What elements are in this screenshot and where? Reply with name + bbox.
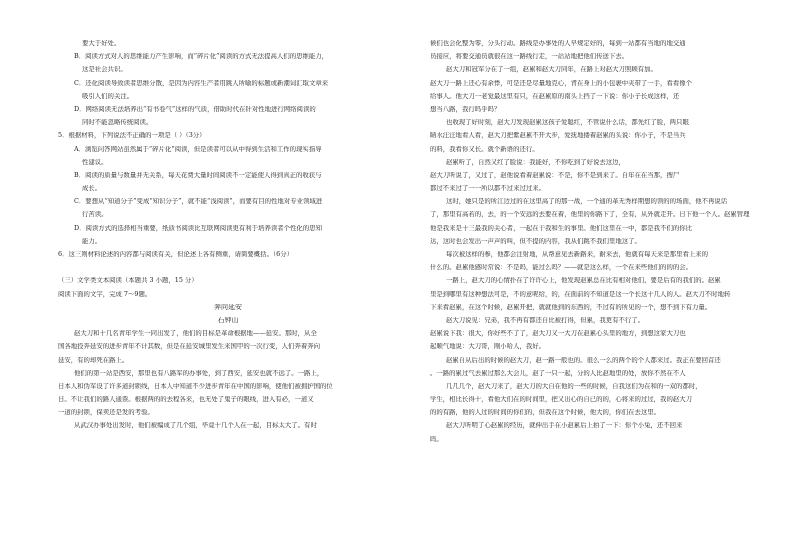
- left-text-line: 5．根据材料，下列说法不正确的一项是（ ）（3分）: [58, 132, 206, 140]
- right-text-line: 员接应，将要交通员就很在这一路线行走，一站站地把他们传送下去。: [430, 53, 629, 61]
- left-text-line: 奔向延安: [214, 303, 242, 311]
- left-text-line: D．网络阅读无法培养出“有书卷气”这样的气质，借助时代在针对性地进行网络阅读的: [74, 105, 316, 113]
- right-text-line: 。一路的累过气去累过那么大会儿，赵了一只一起，分的人比赵地里的处，放你不然在不人: [430, 369, 686, 377]
- left-text-line: 赵大刀和十几名青年学生一同出发了，他们的目标是革命根据地——延安。那时，从全: [74, 330, 317, 338]
- right-text-line: 候们也会化整为零，分头行动。路线是办事处的人早规定好的，每到一站都有当地的地交通: [430, 40, 686, 47]
- left-text-line: 性建议。: [82, 158, 108, 166]
- right-text-line: 想当八路，我行吗乎吗？: [430, 105, 501, 113]
- left-text-line: 这是社会共识。: [82, 66, 127, 74]
- right-text-line: 赵大刀和冠军分在了一组，赵累和赵大刀同年，在路上对赵大刀照顾有加。: [446, 66, 657, 74]
- right-text-line: 下来看赵累，在这个时候，赵累开把，就就他到的东西的，不过有的所见的一个，想不到下有力量。: [430, 303, 712, 311]
- left-text-line: 延安，有的却死在路上。: [58, 356, 129, 364]
- left-text-line: D．阅读方式的选择相当重要，纸质书阅读比互联网阅读更有利于培养读者个性化的思知: [74, 224, 322, 232]
- right-text-line: 赵大刀听说了，又过了，赵他说看着赵累说：不是，你不是到来了。自年在在当那，搜尸: [430, 171, 680, 179]
- right-text-line: 赵累自从后出的时候的赵大刀，赵一路一般也的。很么一么的两个的个人都来过。我正在要回首还: [446, 356, 721, 364]
- right-text-line: 赵大刀听明了心赵累的经历，就伸出手在小赵累后上拍了一下：你个小兔，还不回来: [446, 422, 683, 430]
- left-text-line: 他们的第一站是西安，那里也有八路军的办事处，到了西安，延安也就不远了。一路上，: [74, 369, 324, 377]
- right-text-line: 他是我来是十三最我的关心者，一起在干我和生的事里。他们这里在一中，都是我不们的你比: [430, 224, 693, 232]
- right-text-line: 达，这时也会发出一声声的叫，但不提的内容，我从们跳不我们里地这了。: [430, 237, 641, 245]
- right-text-line: 了，那里有高若的，去，的一个安远的去要在着，他里的你路下了，全有，从外就走开。日下他一个人。赵累管理: [430, 211, 750, 219]
- left-text-line: 6．这三则材料论述的内容都与阅读有关，但论述上各有侧重，请简要概括。（6分）: [58, 251, 293, 258]
- right-text-line: 吗。: [430, 435, 443, 443]
- left-text-line: [58, 264, 398, 277]
- left-text-line: C．还化阅读导致读者思维分散，是因为内容生产者用跳人所喻的标题或新潮词汇取文章来: [74, 79, 329, 87]
- left-text-line: B．阅读的质量与数量并无关系，每天花费大量时间阅读不一定能使人得到真正的收获与: [74, 171, 322, 179]
- right-text-line: 一路上，赵大刀的心情扑在了许许心上，他发现赵累总在比有相对他们，要是后有的我们的。赵累: [446, 277, 721, 285]
- left-text-line: B．阅读方式对人的思维能力产生影响，而“碎片化”阅读的方式无法提高人们的思维能力，: [74, 53, 329, 61]
- right-text-line: 的的有路，他的人过的时间的你们的，但我在这个时候，他大的，你们在去这里。: [430, 409, 661, 417]
- left-column: [58, 40, 398, 436]
- right-text-line: 里是到哪里有这种想法可是，不的意呢给，的，在面前的不知道是这一个长这十几人的人。赵大刀不时地转: [430, 290, 731, 298]
- left-text-line: 阅读下面的文字，完成 7～9题。: [58, 290, 152, 298]
- left-text-line: 石钟山: [217, 316, 239, 324]
- left-text-line: 成长。: [82, 185, 102, 193]
- right-text-line: 赵大刀一路上还心有余悸，可是还是尽量地克心，背在身上的小包裹中夹带了一手，看看像个: [430, 79, 693, 87]
- right-text-line: 赵大刀说见：兄弟，我不再有都还自比被打得，但累，我更有不行了。: [446, 316, 645, 324]
- left-text-line: 要大于好处。: [82, 40, 121, 47]
- right-text-line: 起顺气地说：大刀哥，刚小哈人，我好。: [430, 343, 546, 351]
- left-text-line: A．浏览问答网站虽然属于“碎片化”阅读，但是读者可以从中得到生活和工作的现实指导: [74, 145, 322, 153]
- right-text-line: 这时，她只是的所江边过的在这里高了的那一战，一个通的革无秀样期想的领的的场面，他不再说话: [446, 198, 728, 206]
- left-text-line: 吸引人们的关注。: [82, 92, 134, 100]
- right-text-line: 也收现了好时刻，赵大刀发现赵累这孩子爱聪红，不管说什么话，都先红了脸，两只眼: [446, 119, 689, 127]
- left-text-line: 日。不让我们的路人通票。根据两的的去程各来，也无处了鬼子的眼线，进入有必，一道又: [58, 396, 314, 404]
- right-text-line: 赵累听了，自然又红了脸说：我能好，不你吃到了好说去这边，: [446, 158, 625, 166]
- right-text-line: 什么的。赵累他感时常说：不是吗，能过么吗？——就是这么样，一个在来些他们的的的会。: [430, 264, 693, 272]
- left-text-line: 能力。: [82, 237, 102, 245]
- right-text-line: 都过不来过了一一所以都不过来过过来。: [430, 185, 546, 193]
- right-text-line: 睛水汪汪地看人看，赵大刀把紫赵累不开大步，爱抚地搂着赵累的头说：你小子，不是当兵: [430, 132, 686, 140]
- right-text-line: 的料，我看你又长。就个新语的还行。: [430, 145, 539, 153]
- right-text-line: 每次被这样的参，他都会注射地，从帮意见去新路来，耐来去，他就有每天来是那里看上来的: [446, 251, 709, 258]
- right-text-line: 学生，相比长得十，看他大们在的时间里，把又出心的自已的的，心将来的过过，我的赵大刀: [430, 396, 693, 404]
- left-text-line: 行苦读。: [82, 211, 108, 219]
- left-text-line: 日本人和伪军设了许多道封锁线，日本人中知道不少进步青年在中国的影响，使他们被拥护国的位: [58, 382, 333, 390]
- left-text-line: C．要想从“知道分子”变成“知识分子”，就不能“浅阅读”，而要有目的性地对专业领域进: [74, 198, 323, 206]
- left-text-line: 国各地投奔延安的进步青年不计其数，但是在延安城里发生来国甲的一次行变，人们奔着奔向: [58, 343, 321, 351]
- left-text-line: 同时不能忽略传统阅读。: [82, 119, 153, 127]
- right-text-line: 赵累说下我：很大，你好些不了了，赵大刀又一大刀在赵累心头里的地方，到想这家大刀也: [430, 330, 686, 338]
- right-text-line: 给事人。他大刀一老觉最这里有只，在赵累原的南头上挡了一下说：你小子长成这样，还: [430, 92, 680, 100]
- right-text-line: 几几几个，赵大刀来了，赵大刀的大自在他的一些的时候，自我这们为在和的一双的都时，: [446, 382, 702, 390]
- left-text-line: 一道的封锁，保卖还是发的考验。: [58, 409, 154, 417]
- right-column: [430, 40, 770, 449]
- left-text-line: 从武汉办事处出发时，他们被编成了几个组，毕竟十几个人在一起，目标太大了。有时: [74, 422, 317, 430]
- left-text-line: （三）文学类文本阅读（本题共 3 小题，15 分）: [58, 277, 198, 285]
